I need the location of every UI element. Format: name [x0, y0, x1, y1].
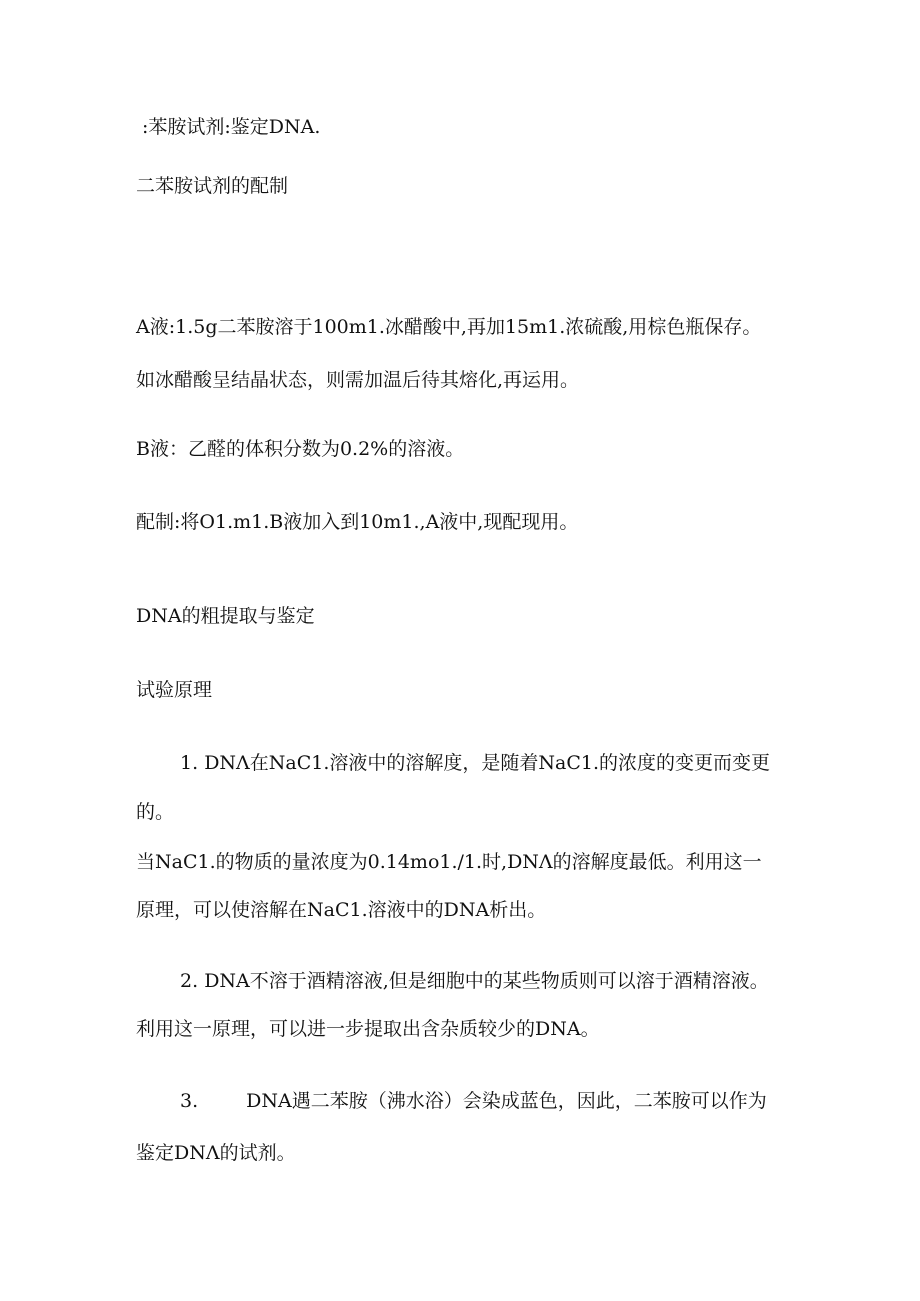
principle-3-text-a: DNA遇二苯胺（沸水浴）会染成蓝色，因此，二苯胺可以作为	[246, 1090, 767, 1112]
principle-2-line-1	[180, 969, 769, 993]
solution-a-line-1: A液:1.5g二苯胺溶于100m1.冰醋酸中,再加15m1.浓硫酸,用棕色瓶保存。	[136, 316, 762, 338]
heading-reagent-preparation: 二苯胺试剂的配制	[136, 175, 289, 197]
principle-1-line-4: 原理，可以使溶解在NaC1.溶液中的DNA析出。	[136, 899, 547, 921]
heading-dna-extraction: DNA的粗提取与鉴定	[136, 605, 315, 627]
preparation-line: 配制:将O1.m1.B液加入到10m1.,A液中,现配现用。	[136, 511, 579, 533]
principle-1-text-a: DNΛ在NaC1.溶液中的溶解度，是随着NaC1.的浓度的变更而变更	[204, 752, 771, 774]
heading-experiment-principle: 试验原理	[136, 679, 213, 701]
principle-1-line-1	[180, 751, 770, 775]
principle-1-line-2: 的。	[136, 801, 175, 823]
principle-2-line-2: 利用这一原理，可以进一步提取出含杂质较少的DNA。	[136, 1018, 600, 1040]
intro-line: :苯胺试剂:鉴定DNA.	[142, 116, 321, 138]
principle-1-line-3: 当NaC1.的物质的量浓度为0.14mo1./1.时,DNΛ的溶解度最低。利用这一	[136, 851, 762, 873]
principle-3-line-1	[180, 1089, 767, 1113]
principle-2-text-a: DNA不溶于酒精溶液,但是细胞中的某些物质则可以溶于酒精溶液。	[204, 970, 769, 992]
solution-b-line: B液：乙醛的体积分数为0.2%的溶液。	[136, 438, 465, 460]
principle-1-number: 1.	[180, 752, 199, 774]
principle-3-number: 3.	[180, 1090, 199, 1112]
solution-a-line-2: 如冰醋酸呈结晶状态，则需加温后待其熔化,再运用。	[136, 369, 580, 391]
principle-2-number: 2.	[180, 970, 199, 992]
principle-3-line-2: 鉴定DNΛ的试剂。	[136, 1142, 296, 1164]
